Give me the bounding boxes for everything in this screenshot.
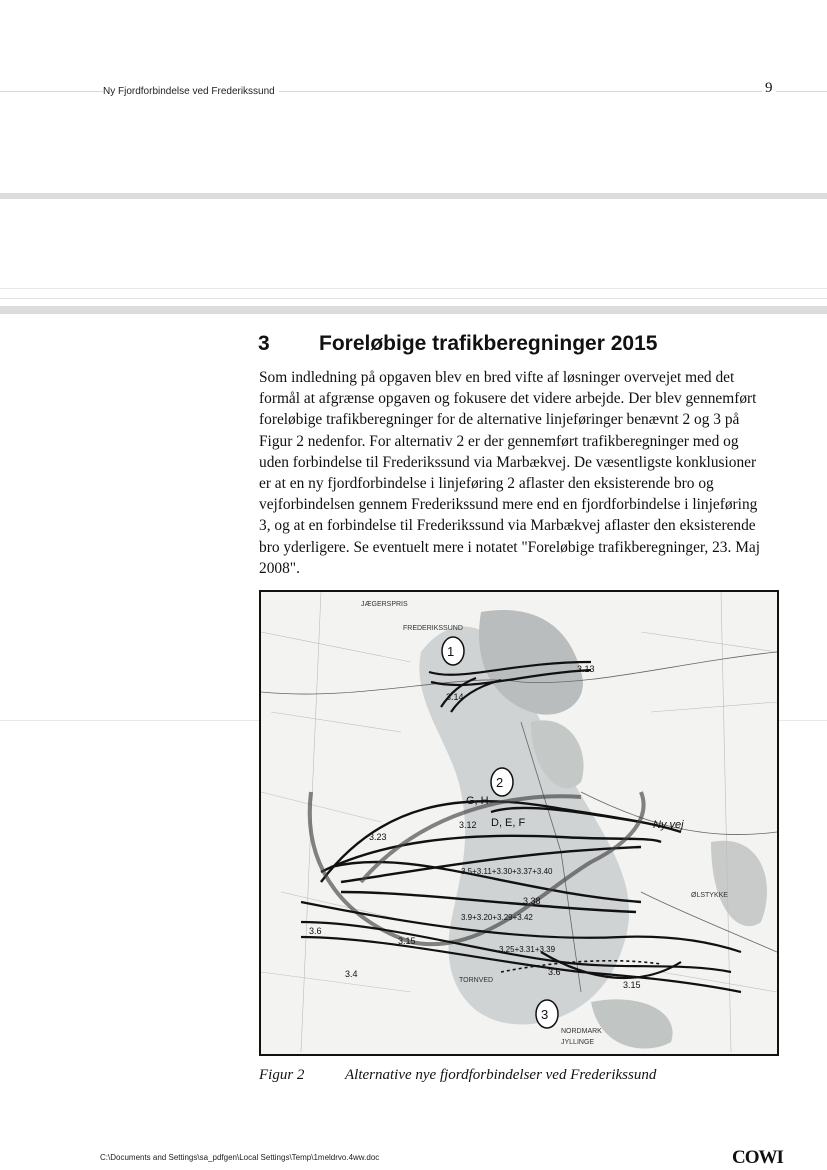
figure-caption-text: Alternative nye fjordforbindelser ved Frederikssund — [345, 1067, 657, 1083]
annotation: 3.6 — [309, 926, 322, 936]
route-marker-3 — [536, 1000, 558, 1028]
place-label: ØLSTYKKE — [691, 892, 728, 899]
figure-caption-label: Figur 2 — [259, 1067, 305, 1083]
place-label: NORDMARK — [561, 1028, 602, 1035]
route-marker-2 — [491, 768, 513, 796]
place-label: FREDERIKSSUND — [403, 625, 463, 632]
annotation: 3.25+3.31+3.39 — [499, 945, 556, 954]
annotation: 3.12 — [459, 820, 477, 830]
figure-map — [259, 590, 779, 1056]
place-label: JYLLINGE — [561, 1039, 595, 1046]
divider-line — [0, 298, 827, 299]
svg-text:3: 3 — [541, 1007, 549, 1022]
section-title: Foreløbige trafikberegninger 2015 — [319, 332, 658, 355]
annotation: 3.23 — [369, 832, 387, 842]
place-label: JÆGERSPRIS — [361, 601, 408, 608]
town-area — [711, 841, 767, 926]
annotation: 3.13 — [577, 664, 595, 674]
place-label: TORNVED — [459, 977, 494, 984]
annotation: G, H — [466, 795, 489, 807]
annotation: 3.4 — [345, 969, 358, 979]
town-area — [591, 999, 673, 1048]
route-marker-1 — [442, 637, 464, 665]
svg-text:2: 2 — [496, 775, 504, 790]
annotation: Ny vej — [653, 819, 684, 831]
divider-line — [0, 288, 827, 289]
page-number: 9 — [762, 80, 776, 97]
annotation: 3.9+3.20+3.29+3.42 — [461, 913, 533, 922]
annotation: 3.14 — [446, 692, 464, 702]
annotation: 3.15 — [623, 980, 641, 990]
divider-band — [0, 193, 827, 199]
svg-text:1: 1 — [447, 644, 455, 659]
map-drawing — [261, 592, 777, 1054]
divider-band — [0, 306, 827, 314]
annotation: D, E, F — [491, 817, 526, 829]
annotation: 3.15 — [398, 936, 416, 946]
annotation: 3.38 — [523, 896, 541, 906]
section-body: Som indledning på opgaven blev en bred vifte af løsninger overvejet med det formål at afgrænse opgaven og fokusere det videre arbejde. Der blev gennemført foreløbige trafikberegninger for de alternative linjeføringer benævnt 2 og 3 på Figur 2 nedenfor. For alternativ 2 er der gennemført trafikberegninger med og uden forbindelse til Frederikssund via Marbækvej. De væsentligste konklusioner er at en ny fjordforbindelse i linjeføring 2 aflaster den eksisterende bro og vejforbindelsen gennem Frederikssund mere end en fjordforbindelse i linjeføring 3, og at en forbindelse til Frederikssund via Marbækvej aflaster den eksisterende bro yderligere. Se eventuelt mere i notatet "Foreløbige trafikberegninger, 23. Maj 2008". — [259, 369, 760, 577]
section-number: 3 — [258, 332, 270, 355]
annotation: 3.6 — [548, 967, 561, 977]
header-title: Ny Fjordforbindelse ved Frederikssund — [103, 86, 279, 97]
company-logo: COWI — [732, 1147, 783, 1168]
footer-file-path: C:\Documents and Settings\sa_pdfgen\Local Settings\Temp\1meldrvo.4ww.doc — [100, 1153, 380, 1162]
annotation: 3.5+3.11+3.30+3.37+3.40 — [461, 867, 553, 876]
